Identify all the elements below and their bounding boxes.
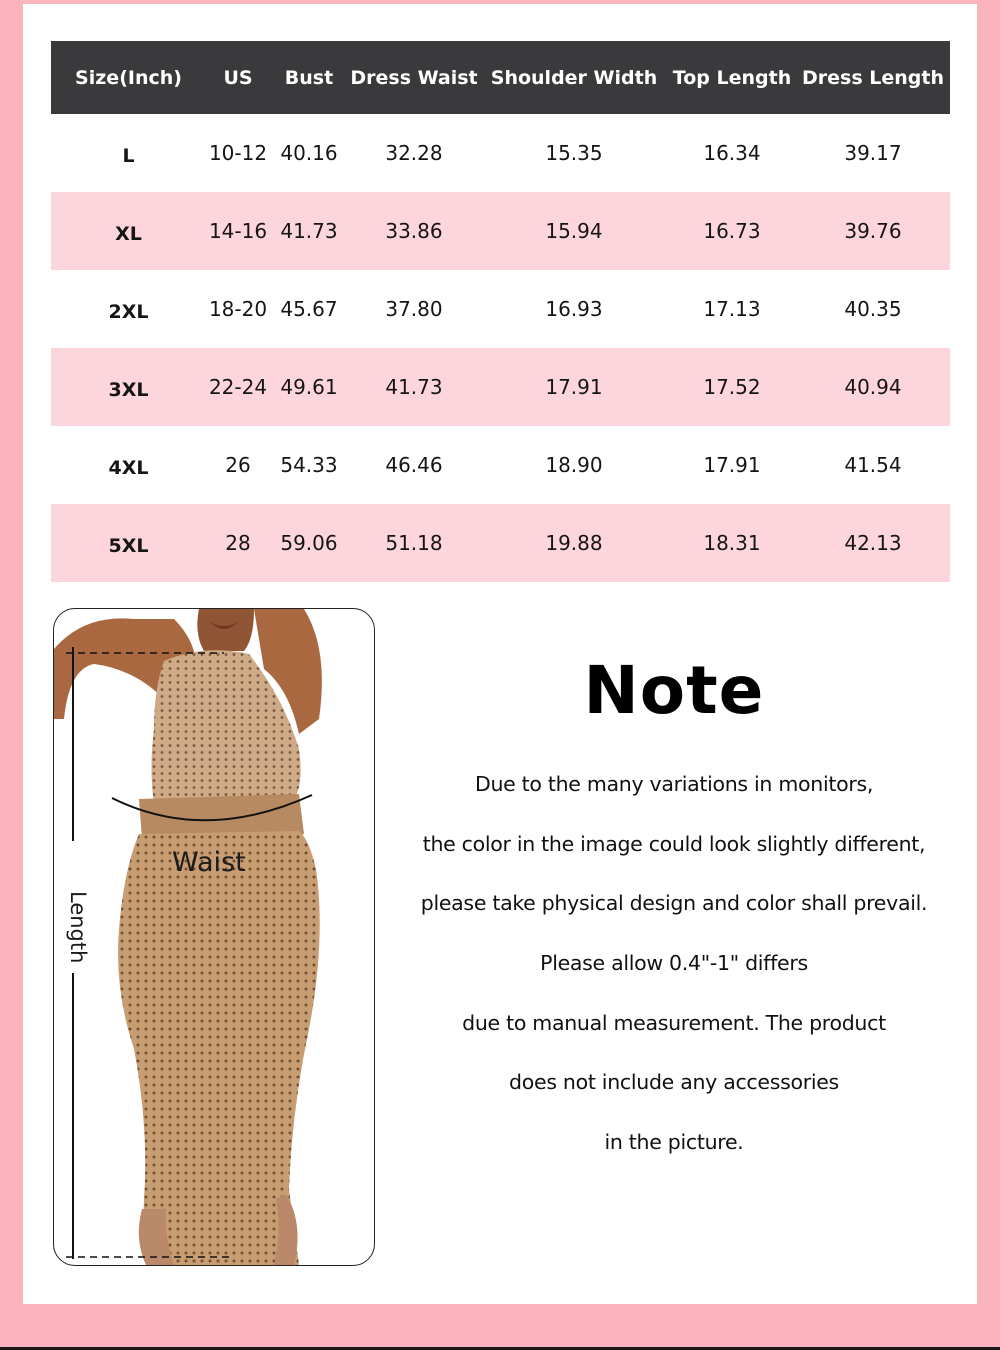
- col-header-size: Size(Inch): [51, 41, 206, 114]
- col-header-us: US: [206, 41, 270, 114]
- col-header-bust: Bust: [270, 41, 348, 114]
- cell-size: 5XL: [51, 504, 206, 582]
- cell-shoulder-width: 19.88: [480, 504, 668, 582]
- note-line: Please allow 0.4"-1" differs: [540, 951, 808, 976]
- table-row: [51, 114, 950, 192]
- cell-bust: 41.73: [270, 192, 348, 270]
- cell-top-length: 18.31: [668, 504, 796, 582]
- cell-bust: 49.61: [270, 348, 348, 426]
- note-title: Note: [583, 652, 765, 729]
- cell-size: XL: [51, 192, 206, 270]
- cell-size: 4XL: [108, 457, 149, 479]
- cell-dress-length: 39.76: [796, 192, 950, 270]
- col-header-dress-length: Dress Length: [796, 41, 950, 114]
- cell-dress-length: 41.54: [844, 453, 902, 477]
- cell-size: 3XL: [51, 348, 206, 426]
- cell-size: L: [122, 145, 135, 167]
- cell-dress-length: 40.35: [844, 297, 902, 321]
- table-row: [51, 270, 950, 348]
- cell-dress-length: 42.13: [796, 504, 950, 582]
- col-header-top-length: Top Length: [668, 41, 796, 114]
- cell-us: 18-20: [208, 297, 268, 321]
- cell-shoulder-width: 18.90: [545, 453, 603, 477]
- cell-top-length: 16.34: [703, 141, 761, 165]
- cell-dress-length: 40.94: [796, 348, 950, 426]
- col-header-shoulder-width: Shoulder Width: [480, 41, 668, 114]
- cell-us: 22-24: [206, 348, 270, 426]
- table-row: [51, 426, 950, 504]
- note-line: due to manual measurement. The product: [462, 1010, 886, 1035]
- table-row: [51, 348, 950, 426]
- product-measurement-photo: [53, 608, 375, 1266]
- cell-top-length: 17.91: [703, 453, 761, 477]
- model-dress-illustration: [54, 609, 374, 1265]
- note-text: [398, 766, 950, 1184]
- length-label: Length: [66, 891, 90, 964]
- cell-top-length: 16.73: [668, 192, 796, 270]
- table-row: [51, 504, 950, 582]
- cell-dress-waist: 51.18: [348, 504, 480, 582]
- cell-bust: 40.16: [280, 141, 338, 165]
- note-line: Due to the many variations in monitors,: [474, 772, 874, 796]
- cell-dress-waist: 41.73: [348, 348, 480, 426]
- cell-us: 26: [225, 453, 251, 477]
- note-line: in the picture.: [604, 1130, 744, 1155]
- cell-top-length: 17.13: [703, 297, 761, 321]
- size-chart-table: [51, 41, 950, 582]
- cell-dress-length: 39.17: [844, 141, 902, 165]
- col-header-dress-waist: Dress Waist: [348, 41, 480, 114]
- cell-us: 10-12: [208, 141, 268, 165]
- cell-dress-waist: 33.86: [348, 192, 480, 270]
- note-line: please take physical design and color shall prevail.: [420, 891, 928, 916]
- note-line: does not include any accessories: [509, 1070, 839, 1095]
- waist-label: Waist: [172, 847, 246, 878]
- cell-dress-waist: 37.80: [385, 297, 443, 321]
- cell-dress-waist: 32.28: [385, 141, 443, 165]
- cell-bust: 59.06: [270, 504, 348, 582]
- cell-shoulder-width: 15.94: [480, 192, 668, 270]
- cell-shoulder-width: 16.93: [545, 297, 603, 321]
- cell-us: 14-16: [206, 192, 270, 270]
- cell-size: 2XL: [108, 301, 149, 323]
- cell-shoulder-width: 15.35: [545, 141, 603, 165]
- table-header-row: [51, 41, 950, 114]
- cell-us: 28: [206, 504, 270, 582]
- cell-bust: 54.33: [280, 453, 338, 477]
- cell-shoulder-width: 17.91: [480, 348, 668, 426]
- note-line: the color in the image could look slightly different,: [422, 831, 926, 856]
- cell-bust: 45.67: [280, 297, 338, 321]
- table-row: [51, 192, 950, 270]
- cell-top-length: 17.52: [668, 348, 796, 426]
- cell-dress-waist: 46.46: [385, 453, 443, 477]
